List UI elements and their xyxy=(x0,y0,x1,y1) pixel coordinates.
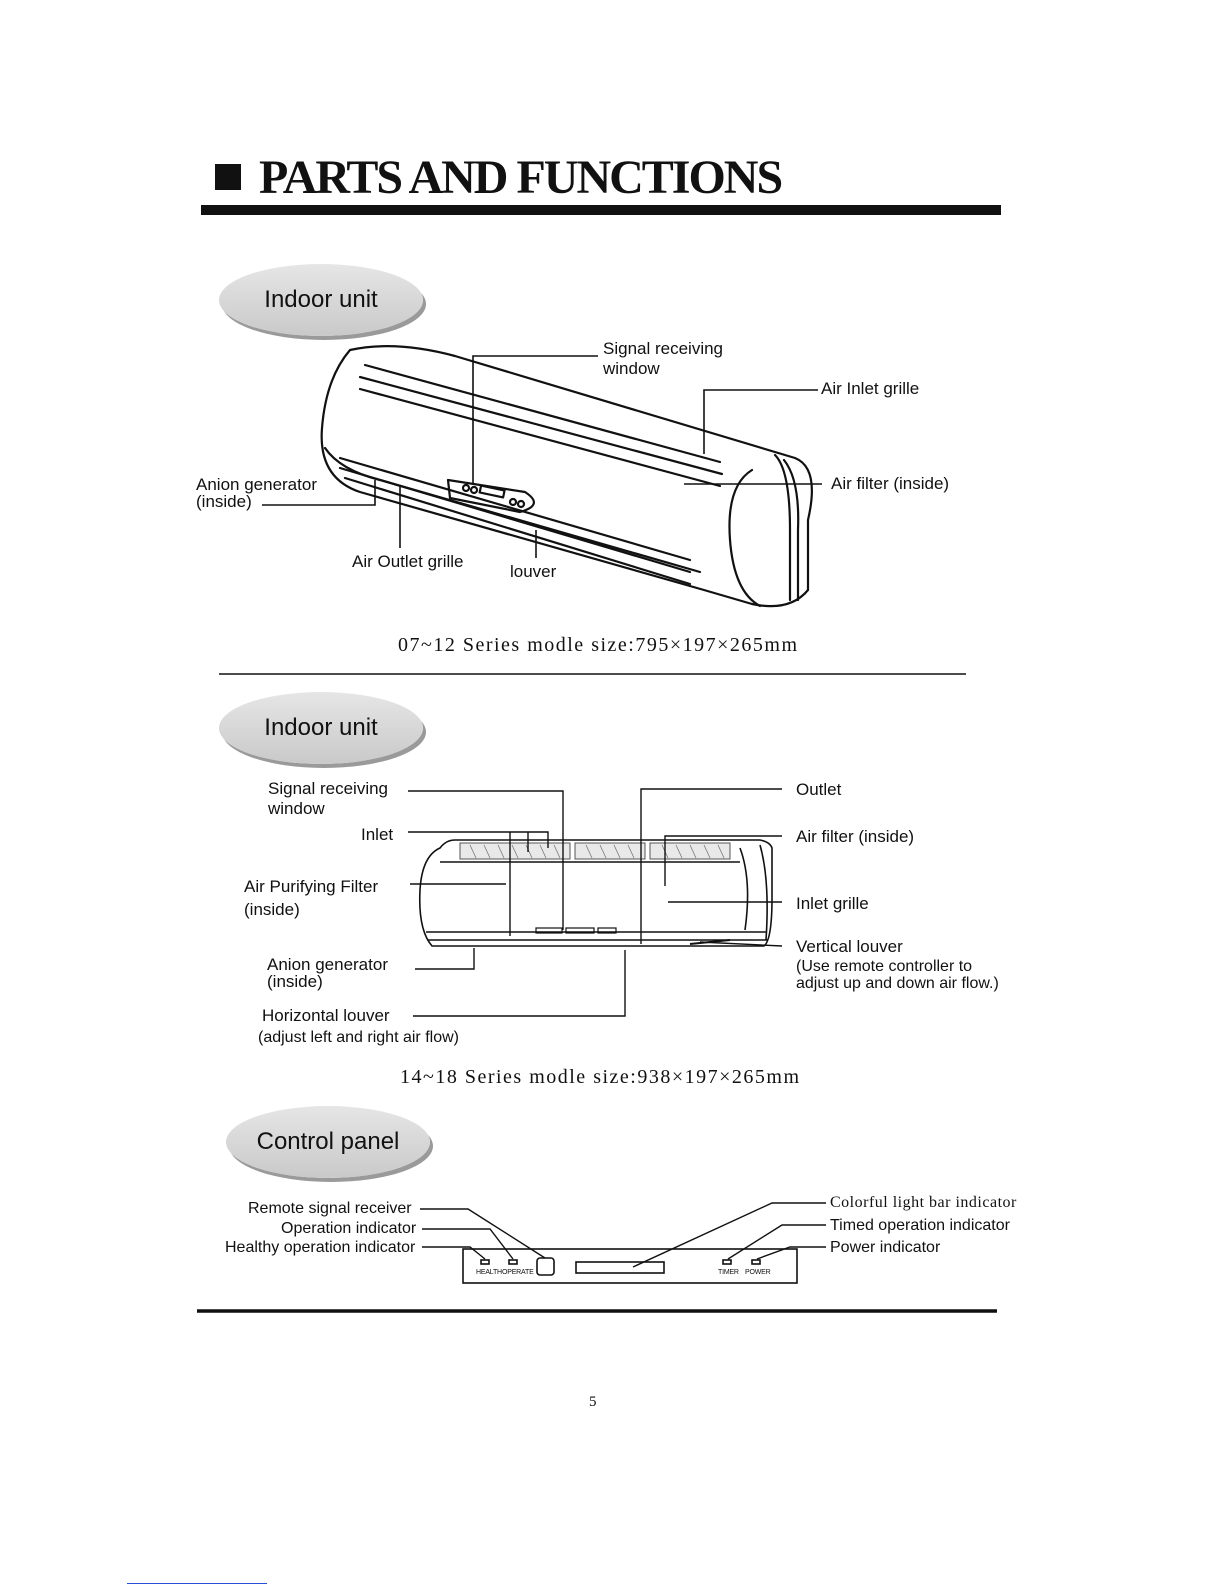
label-outlet: Outlet xyxy=(796,780,842,799)
panel-text-timer: TIMER xyxy=(718,1269,739,1276)
label-remote-signal-receiver: Remote signal receiver xyxy=(248,1200,412,1217)
control-panel-frame xyxy=(463,1249,797,1283)
outlet-line-1 xyxy=(340,458,690,560)
page-number: 5 xyxy=(589,1394,597,1410)
footer-link-underline xyxy=(127,1583,267,1584)
operate-led xyxy=(509,1260,517,1264)
unit1-dot-4 xyxy=(518,501,524,507)
leader-signal-1 xyxy=(473,356,598,484)
label-operation-indicator: Operation indicator xyxy=(281,1220,417,1237)
label-air-outlet-grille: Air Outlet grille xyxy=(352,552,464,571)
leader-operation xyxy=(422,1229,513,1259)
unit2-endcap xyxy=(740,848,748,930)
label-horizontal-louver-note: (adjust left and right air flow) xyxy=(258,1029,459,1046)
leader-remote-signal xyxy=(420,1209,545,1258)
label-vertical-louver-note: (Use remote controller to adjust up and down air flow.) xyxy=(796,958,999,992)
remote-receiver-window xyxy=(537,1258,554,1275)
label-signal-receiving-1: Signal receiving window xyxy=(603,339,724,378)
leader-signal-2 xyxy=(408,791,563,930)
section3-heading-pill xyxy=(226,1106,430,1178)
label-horizontal-louver: Horizontal louver xyxy=(262,1006,390,1025)
unit1-endcap-inner xyxy=(729,470,760,606)
health-led xyxy=(481,1260,489,1264)
label-healthy-operation-indicator: Healthy operation indicator xyxy=(225,1239,416,1256)
section2-heading: Indoor unit xyxy=(264,714,378,741)
unit1-dot-3 xyxy=(510,499,516,505)
leader-timed xyxy=(728,1225,826,1259)
label-vertical-louver: Vertical louver xyxy=(796,937,903,956)
section1-heading: Indoor unit xyxy=(264,286,378,313)
panel-text-operate: OPERATE xyxy=(502,1269,534,1276)
leader-horizontal-louver xyxy=(413,950,625,1016)
grille-line-1 xyxy=(365,365,720,462)
unit2-endcap2 xyxy=(760,845,767,940)
section3-heading: Control panel xyxy=(256,1128,400,1155)
light-bar-indicator xyxy=(576,1262,664,1273)
caption-large-model: 14~18 Series modle size:938×197×265mm xyxy=(400,1066,801,1088)
unit1-endcap-rim2 xyxy=(775,455,790,600)
section2-heading-pill xyxy=(219,692,423,764)
grille-line-2 xyxy=(360,377,722,474)
label-air-inlet-grille: Air Inlet grille xyxy=(821,379,920,398)
label-louver: louver xyxy=(510,562,557,581)
label-colorful-light-bar: Colorful light bar indicator xyxy=(830,1194,1017,1211)
label-air-filter-2: Air filter (inside) xyxy=(796,827,915,846)
grille-line-3 xyxy=(360,389,720,486)
label-air-filter-1: Air filter (inside) xyxy=(831,474,950,493)
panel-text-power: POWER xyxy=(745,1269,771,1276)
label-signal-receiving-2: Signal receiving window xyxy=(268,779,389,818)
page-title: PARTS AND FUNCTIONS xyxy=(259,151,782,204)
unit1-dot-1 xyxy=(463,485,469,491)
label-anion-generator-1: Anion generator (inside) xyxy=(196,475,317,511)
label-power-indicator: Power indicator xyxy=(830,1239,941,1256)
leader-anion-2 xyxy=(415,948,474,969)
leader-air-inlet xyxy=(704,390,818,454)
power-led xyxy=(752,1260,760,1264)
label-inlet-grille: Inlet grille xyxy=(796,894,869,913)
timer-led xyxy=(723,1260,731,1264)
caption-small-model: 07~12 Series modle size:795×197×265mm xyxy=(398,634,799,656)
unit2-vent-b xyxy=(575,843,645,859)
unit1-dot-2 xyxy=(471,487,477,493)
panel-text-health: HEALTH xyxy=(476,1269,502,1276)
label-air-purifying-filter: Air Purifying Filter (inside) xyxy=(244,877,379,919)
label-inlet: Inlet xyxy=(361,825,394,844)
label-timed-operation-indicator: Timed operation indicator xyxy=(830,1217,1010,1234)
label-anion-generator-2: Anion generator (inside) xyxy=(267,955,388,991)
leader-outlet-2 xyxy=(641,789,782,944)
